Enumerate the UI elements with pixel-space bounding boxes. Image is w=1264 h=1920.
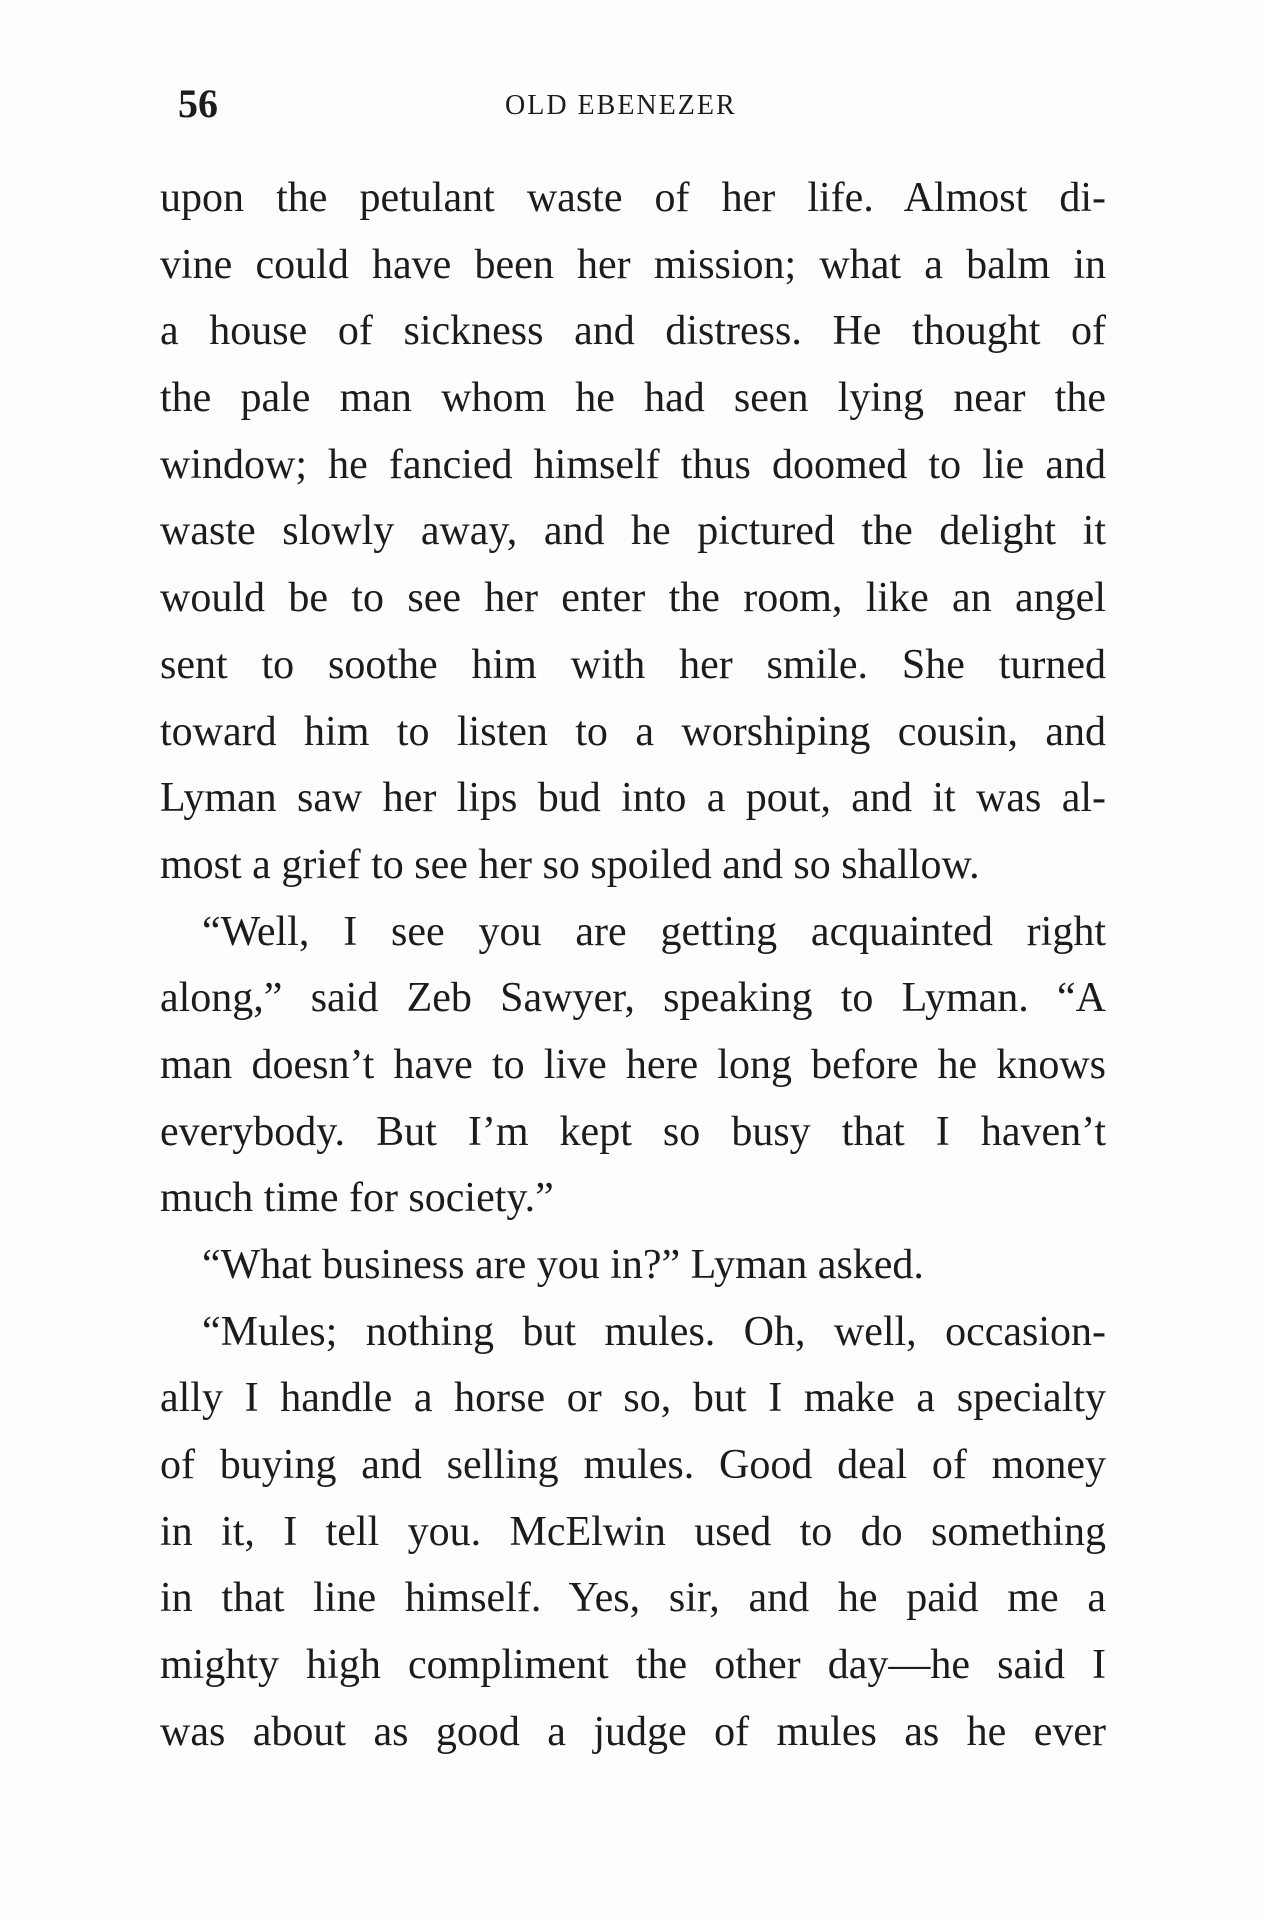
running-title: OLD EBENEZER (505, 90, 737, 121)
text-line: “Well, I see you are getting acquainted right (202, 908, 1106, 955)
text-line: man doesn’t have to live here long before he knows (160, 1041, 1106, 1088)
page-header (0, 70, 1264, 130)
text-line: ally I handle a horse or so, but I make a specialty (160, 1375, 1106, 1422)
body-text (160, 165, 1106, 1766)
text-line: along,” said Zeb Sawyer, speaking to Lyman. “A (160, 975, 1106, 1022)
page-number: 56 (178, 81, 218, 126)
text-line: of buying and selling mules. Good deal of money (160, 1442, 1106, 1489)
text-line: toward him to listen to a worshiping cousin, and (160, 708, 1106, 755)
text-line: Lyman saw her lips bud into a pout, and it was al- (160, 775, 1106, 822)
text-line: sent to soothe him with her smile. She turned (160, 641, 1106, 688)
text-line: a house of sickness and distress. He thought of (160, 308, 1106, 355)
text-line: in that line himself. Yes, sir, and he paid me a (160, 1575, 1106, 1622)
text-line: vine could have been her mission; what a balm in (160, 241, 1106, 288)
text-line: in it, I tell you. McElwin used to do something (160, 1508, 1106, 1555)
text-line: mighty high compliment the other day—he said I (160, 1642, 1106, 1689)
text-line: “Mules; nothing but mules. Oh, well, occasion- (202, 1308, 1106, 1355)
text-line: was about as good a judge of mules as he ever (160, 1708, 1106, 1755)
text-line: the pale man whom he had seen lying near the (160, 375, 1106, 422)
text-line: waste slowly away, and he pictured the delight it (160, 508, 1106, 555)
text-line: “What business are you in?” Lyman asked. (202, 1242, 924, 1288)
text-line: most a grief to see her so spoiled and so shallow. (160, 841, 980, 888)
text-line: upon the petulant waste of her life. Almost di- (160, 175, 1106, 221)
text-line: would be to see her enter the room, like an angel (160, 575, 1106, 622)
text-line: everybody. But I’m kept so busy that I haven’t (160, 1108, 1106, 1155)
text-line: much time for society.” (160, 1175, 554, 1222)
text-line: window; he fancied himself thus doomed to lie and (160, 441, 1106, 488)
